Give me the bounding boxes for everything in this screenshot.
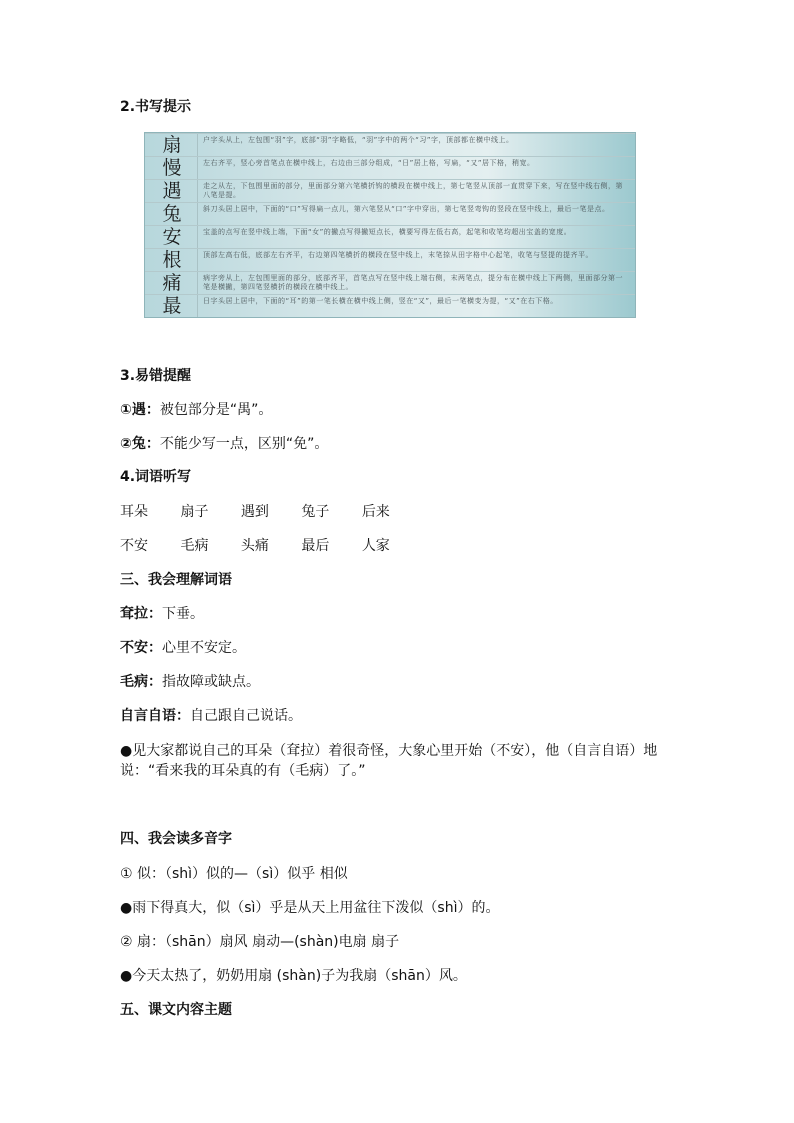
section-error-reminder: 3.易错提醒	[120, 368, 192, 384]
tips-note: 户字头从上，左包围“羽”字，底部“羽”字略低，“羽”字中的两个“习”字，顶部都在横中线上。	[203, 136, 514, 144]
definition-meaning: 指故障或缺点。	[162, 674, 260, 690]
section-dictation: 4.词语听写	[120, 469, 192, 485]
section-writing-tips: 2.书写提示	[120, 99, 192, 115]
dictation-word: 头痛	[240, 538, 269, 554]
definition-term: 不安：	[120, 640, 162, 656]
tips-note: 走之从左，下包围里面的部分，里面部分第六笔横折钩的横段在横中线上，第七笔竖从顶部一直贯穿下来，写在竖中线右侧，第八笔是提。	[203, 182, 623, 199]
dictation-word: 扇子	[180, 504, 209, 520]
definition-term: 自言自语：	[120, 708, 190, 724]
tips-note: 斜刀头居上居中，下面的“口”写得扁一点儿，第六笔竖从“口”字中穿出，第七笔竖弯钩的竖段在竖中线上，最后一笔是点。	[203, 205, 610, 213]
error-label: ②兔：	[120, 436, 160, 452]
polyphone-line: ② 扇：（shān）扇风 扇动—(shàn)电扇 扇子	[120, 934, 400, 950]
section-polyphones: 四、我会读多音字	[120, 831, 232, 847]
definition-meaning: 下垂。	[162, 606, 204, 622]
tips-note: 左右齐平，竖心旁首笔点在横中线上，右边由三部分组成，“日”居上格，写扁，“又”居下格，稍宽。	[203, 159, 535, 167]
tips-character: 遇	[162, 180, 182, 202]
definition-meaning: 心里不安定。	[162, 640, 246, 656]
section-understand-words: 三、我会理解词语	[120, 572, 232, 588]
definition-term: 耷拉：	[120, 606, 162, 622]
table-row	[145, 271, 635, 295]
tips-character: 最	[162, 295, 182, 317]
dictation-row-2	[120, 537, 418, 555]
polyphone-line: ① 似：（shì）似的—（sì）似乎 相似	[120, 866, 348, 882]
dictation-word: 遇到	[240, 504, 269, 520]
table-row	[145, 248, 635, 272]
error-text: 不能少写一点，区别“免”。	[159, 436, 329, 452]
section-theme: 五、课文内容主题	[120, 1002, 232, 1018]
tips-note: 宝盖的点写在竖中线上端，下面“女”的撇点写得撇短点长，横要写得左低右高，起笔和收笔均超出宝盖的宽度。	[203, 228, 572, 236]
tips-character: 痛	[162, 272, 182, 294]
dictation-word: 兔子	[301, 504, 330, 520]
table-row	[145, 133, 635, 157]
tips-character: 安	[162, 226, 182, 248]
table-row	[145, 225, 635, 249]
tips-note: 日字头居上居中，下面的“耳”的第一笔长横在横中线上侧，竖在“又”，最后一笔横变为提，“又”在右下格。	[203, 297, 558, 305]
dictation-word: 人家	[361, 538, 390, 554]
tips-character: 扇	[162, 134, 182, 156]
definition-item	[120, 605, 204, 623]
definition-meaning: 自己跟自己说话。	[190, 708, 302, 724]
dictation-word: 不安	[120, 538, 148, 554]
tips-character: 慢	[162, 157, 182, 179]
definition-term: 毛病：	[120, 674, 162, 690]
dictation-word: 后来	[361, 504, 390, 520]
definition-item	[120, 639, 246, 657]
dictation-word: 毛病	[180, 538, 209, 554]
table-row	[145, 156, 635, 180]
example-sentence: ●见大家都说自己的耳朵（耷拉）着很奇怪，大象心里开始（不安），他（自言自语）地说：“看来我的耳朵真的有（毛病）了。”	[120, 743, 658, 779]
tips-character: 根	[162, 249, 182, 271]
table-row	[145, 179, 635, 203]
definition-item	[120, 707, 302, 725]
error-text: 被包部分是“禺”。	[159, 402, 273, 418]
error-item	[120, 401, 272, 419]
dictation-row-1	[120, 503, 418, 521]
polyphone-line: ●今天太热了，奶奶用扇 (shàn)子为我扇（shān）风。	[120, 968, 467, 984]
definition-item	[120, 673, 260, 691]
dictation-word: 耳朵	[120, 504, 148, 520]
error-label: ①遇：	[120, 402, 160, 418]
tips-character: 兔	[162, 203, 182, 225]
tips-note: 病字旁从上，左包围里面的部分，底部齐平，首笔点写在竖中线上端右侧，末两笔点，提分布在横中线上下两侧，里面部分第一笔是横撇，第四笔竖横折的横段在横中线上。	[203, 274, 623, 291]
table-row	[145, 202, 635, 226]
writing-tips-table	[144, 132, 636, 318]
dictation-word: 最后	[301, 538, 330, 554]
table-row	[145, 294, 635, 318]
error-item	[120, 435, 328, 453]
polyphone-line: ●雨下得真大，似（sì）乎是从天上用盆往下泼似（shì）的。	[120, 900, 500, 916]
tips-note: 顶部左高右低，底部左右齐平，右边第四笔横折的横段在竖中线上，末笔捺从田字格中心起笔，收笔与竖提的提齐平。	[203, 251, 593, 259]
